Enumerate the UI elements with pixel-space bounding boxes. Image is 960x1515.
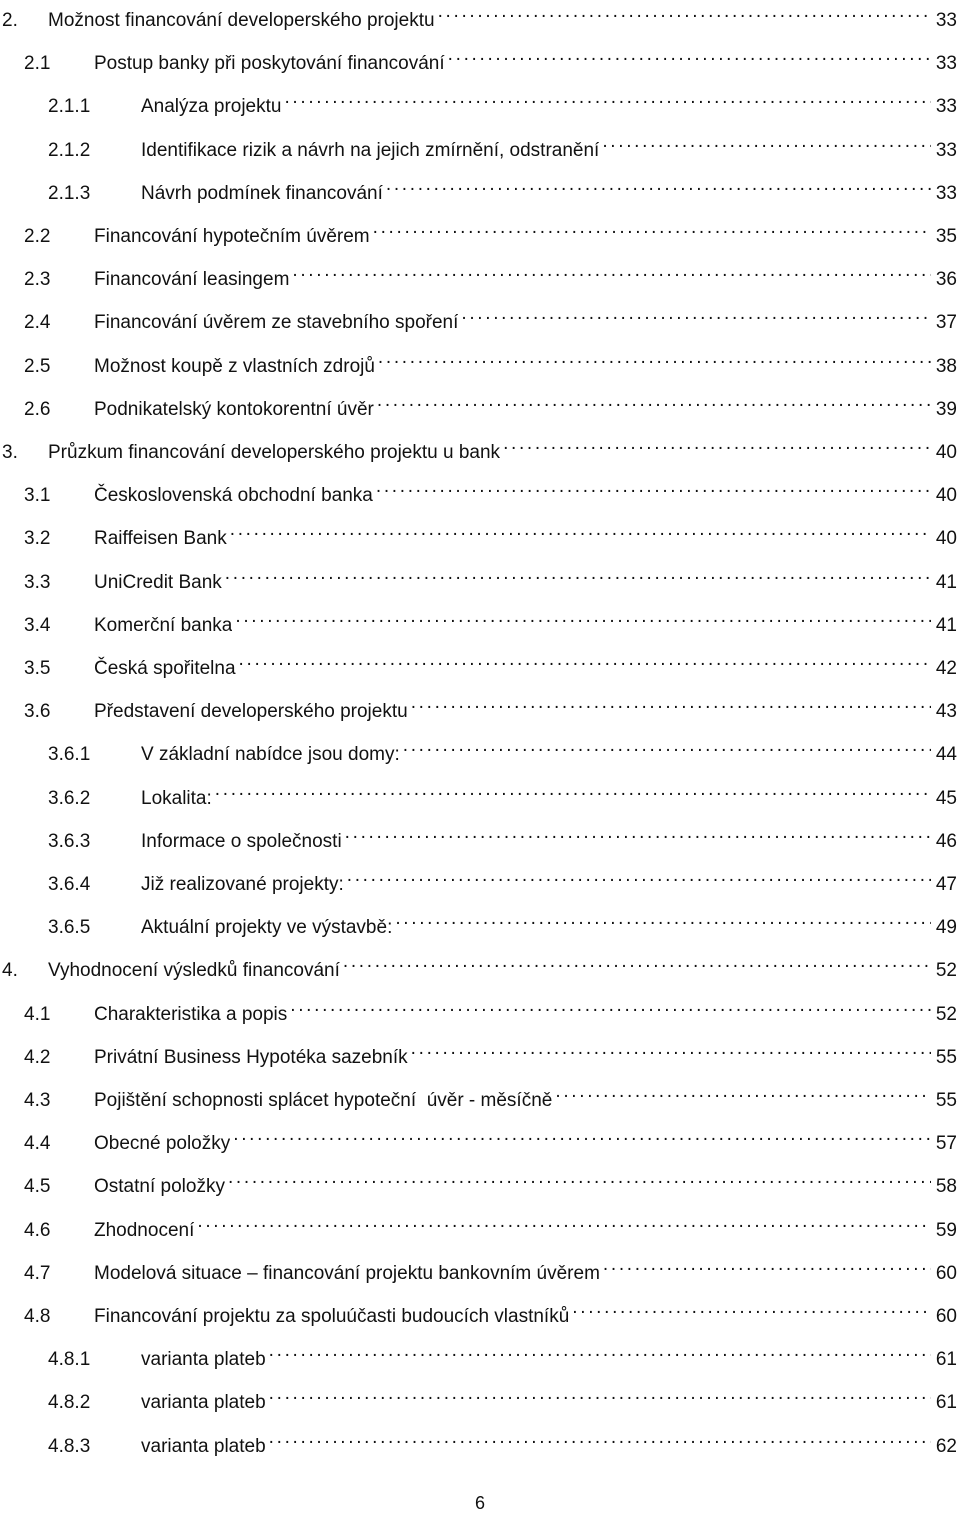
toc-entry-title: UniCredit Bank (94, 571, 222, 593)
toc-dot-leader (386, 171, 931, 199)
toc-dot-leader (377, 387, 931, 415)
toc-entry[interactable] (0, 516, 957, 550)
toc-entry-title: Možnost koupě z vlastních zdrojů (94, 355, 375, 377)
toc-entry-page: 58 (935, 1176, 957, 1198)
toc-entry-title: Česká spořitelna (94, 658, 236, 679)
toc-entry-page: 33 (935, 96, 957, 118)
toc-entry-page: 39 (935, 398, 957, 420)
toc-entry-title: Postup banky při poskytování financování (94, 53, 445, 75)
toc-dot-leader (228, 1164, 931, 1192)
toc-entry-title: Privátní Business Hypotéka sazebník (94, 1046, 408, 1068)
toc-dot-leader (461, 300, 931, 328)
toc-entry-number: 2.3 (24, 269, 51, 291)
toc-entry-number: 4.6 (24, 1219, 51, 1241)
toc-dot-leader (555, 1078, 931, 1106)
toc-entry[interactable] (0, 84, 957, 118)
toc-entry-number: 3.2 (24, 528, 51, 550)
toc-dot-leader (438, 0, 931, 26)
toc-entry[interactable] (0, 603, 957, 636)
toc-entry-title: Československá obchodní banka (94, 485, 373, 507)
toc-entry-title: Raiffeisen Bank (94, 528, 227, 550)
toc-entry-number: 3.5 (24, 658, 51, 679)
toc-dot-leader (378, 344, 931, 372)
toc-entry-number: 3. (2, 442, 18, 463)
toc-entry-page: 62 (935, 1435, 957, 1457)
toc-entry[interactable] (0, 819, 957, 852)
toc-entry[interactable] (0, 0, 957, 31)
toc-entry-number: 3.6.2 (48, 787, 91, 809)
toc-dot-leader (239, 646, 931, 674)
toc-entry-title: V základní nabídce jsou domy: (141, 744, 400, 766)
toc-dot-leader (343, 948, 931, 976)
toc-entry-page: 49 (935, 917, 957, 939)
toc-dot-leader (215, 776, 931, 804)
page-number: 6 (474, 1493, 485, 1513)
toc-entry-title: varianta plateb (141, 1392, 266, 1414)
toc-entry-page: 57 (935, 1133, 957, 1155)
toc-entry-page: 55 (935, 1090, 957, 1111)
toc-entry[interactable] (0, 300, 957, 334)
toc-entry-number: 3.6 (24, 701, 51, 723)
toc-entry[interactable] (0, 387, 957, 420)
toc-entry-page: 33 (935, 10, 957, 31)
toc-entry[interactable] (0, 1424, 957, 1457)
toc-entry-number: 4.7 (24, 1262, 51, 1284)
toc-entry-number: 4.2 (24, 1046, 51, 1068)
toc-entry-title: Obecné položky (94, 1133, 231, 1155)
toc-entry-title: Ostatní položky (94, 1176, 225, 1198)
toc-entry-page: 37 (935, 312, 957, 334)
toc-entry-page: 55 (935, 1046, 957, 1068)
toc-entry-number: 2.4 (24, 312, 51, 334)
toc-entry-title: Představení developerského projektu (94, 701, 408, 723)
toc-dot-leader (292, 257, 931, 285)
toc-entry-title: Financování úvěrem ze stavebního spoření (94, 312, 459, 334)
toc-dot-leader (373, 214, 931, 242)
toc-entry-number: 4.4 (24, 1133, 51, 1155)
toc-entry[interactable] (0, 992, 957, 1025)
toc-entry-title: Identifikace rizik a návrh na jejich zmírnění, odstranění (141, 139, 600, 161)
toc-entry[interactable] (0, 560, 957, 593)
toc-entry-page: 40 (935, 528, 957, 550)
toc-dot-leader (603, 1251, 931, 1279)
toc-entry-number: 4.1 (24, 1003, 51, 1025)
toc-entry-page: 41 (935, 571, 957, 593)
toc-entry-title: Podnikatelský kontokorentní úvěr (94, 398, 374, 420)
toc-entry-number: 2.5 (24, 355, 51, 377)
toc-entry-page: 36 (935, 269, 957, 291)
toc-entry-number: 3.6.5 (48, 917, 91, 939)
toc-dot-leader (448, 41, 931, 69)
toc-entry-title: Modelová situace – financování projektu bankovním úvěrem (94, 1262, 600, 1284)
toc-dot-leader (411, 1035, 931, 1063)
toc-entry[interactable] (0, 905, 957, 939)
toc-entry[interactable] (0, 689, 957, 723)
toc-entry[interactable] (0, 430, 957, 463)
toc-entry-page: 33 (935, 53, 957, 75)
toc-dot-leader (284, 84, 931, 112)
toc-entry-title: Možnost financování developerského projektu (48, 10, 435, 31)
toc-entry-page: 41 (935, 614, 957, 636)
toc-entry-number: 4.8.3 (48, 1435, 91, 1457)
toc-entry[interactable] (0, 776, 957, 809)
toc-entry-page: 52 (935, 1003, 957, 1025)
toc-entry-title: Financování leasingem (94, 269, 290, 291)
toc-entry-page: 60 (935, 1306, 957, 1327)
toc-entry[interactable] (0, 948, 957, 982)
toc-entry-page: 42 (935, 658, 957, 679)
toc-dot-leader (235, 603, 931, 631)
toc-entry-title: varianta plateb (141, 1435, 266, 1457)
toc-entry-number: 4.8.1 (48, 1349, 91, 1371)
toc-entry-page: 43 (935, 701, 957, 723)
toc-entry-number: 4.8 (24, 1306, 51, 1327)
toc-dot-leader (230, 516, 931, 544)
toc-entry-title: varianta plateb (141, 1349, 266, 1371)
toc-entry[interactable] (0, 171, 957, 204)
toc-dot-leader (345, 819, 931, 847)
toc-entry-page: 45 (935, 787, 957, 809)
toc-dot-leader (269, 1424, 931, 1452)
toc-entry[interactable] (0, 214, 957, 247)
toc-entry-number: 3.6.1 (48, 744, 91, 766)
toc-dot-leader (572, 1294, 931, 1322)
toc-entry-number: 2.2 (24, 226, 51, 247)
toc-entry[interactable] (0, 1294, 957, 1327)
toc-entry-title: Průzkum financování developerského projektu u bank (48, 442, 501, 463)
toc-dot-leader (395, 905, 931, 933)
toc-entry[interactable] (0, 41, 957, 75)
toc-entry-number: 2.6 (24, 398, 51, 420)
toc-entry[interactable] (0, 862, 957, 895)
toc-dot-leader (503, 430, 931, 458)
toc-entry-title: Pojištění schopnosti splácet hypoteční úvěr - měsíčně (94, 1090, 553, 1111)
toc-entry-page: 40 (935, 442, 957, 463)
toc-entry-title: Vyhodnocení výsledků financování (48, 960, 340, 982)
toc-dot-leader (403, 732, 931, 760)
toc-entry-page: 52 (935, 960, 957, 982)
toc-entry-number: 3.6.3 (48, 830, 91, 852)
toc-entry-title: Financování projektu za spoluúčasti budoucích vlastníků (94, 1306, 570, 1327)
toc-entry-title: Charakteristika a popis (94, 1003, 288, 1025)
toc-dot-leader (269, 1380, 931, 1408)
toc-entry-number: 4.8.2 (48, 1392, 91, 1414)
toc-entry-page: 33 (935, 182, 957, 204)
toc-entry-page: 35 (935, 226, 957, 247)
toc-entry[interactable] (0, 1337, 957, 1371)
toc-dot-leader (347, 862, 931, 890)
toc-entry-page: 44 (935, 744, 957, 766)
toc-entry-number: 2.1.1 (48, 96, 91, 118)
toc-entry-page: 61 (935, 1349, 957, 1371)
toc-entry[interactable] (0, 1251, 957, 1284)
toc-dot-leader (376, 473, 931, 501)
toc-entry-title: Lokalita: (141, 787, 212, 809)
toc-dot-leader (269, 1337, 931, 1365)
toc-entry-number: 3.3 (24, 571, 51, 593)
toc-entry[interactable] (0, 128, 957, 161)
toc-entry[interactable] (0, 646, 957, 679)
toc-entry-number: 2.1 (24, 53, 51, 75)
toc-entry[interactable] (0, 1035, 957, 1068)
toc-entry-page: 60 (935, 1262, 957, 1284)
toc-entry-number: 2. (2, 10, 18, 31)
toc-entry-page: 47 (935, 874, 957, 895)
toc-entry-number: 2.1.3 (48, 182, 91, 204)
toc-entry-page: 33 (935, 139, 957, 161)
toc-dot-leader (197, 1208, 931, 1236)
toc-entry[interactable] (0, 257, 957, 291)
toc-entry-title: Financování hypotečním úvěrem (94, 226, 370, 247)
toc-entry-number: 3.1 (24, 485, 51, 507)
toc-entry-page: 59 (935, 1219, 957, 1241)
toc-entry[interactable] (0, 1121, 957, 1155)
toc-entry-title: Komerční banka (94, 614, 233, 636)
toc-entry-number: 3.6.4 (48, 874, 91, 895)
toc-entry[interactable] (0, 473, 957, 507)
toc-entry-page: 40 (935, 485, 957, 507)
toc-entry-number: 4.5 (24, 1176, 51, 1198)
toc-dot-leader (233, 1121, 931, 1149)
toc-entry[interactable] (0, 732, 957, 766)
toc-entry[interactable] (0, 1380, 957, 1414)
toc-entry[interactable] (0, 1078, 957, 1111)
toc-entry-number: 3.4 (24, 614, 51, 636)
toc-entry-number: 4. (2, 960, 18, 982)
toc-entry-title: Zhodnocení (94, 1219, 195, 1241)
toc-entry-number: 2.1.2 (48, 139, 91, 161)
toc-entry-number: 4.3 (24, 1090, 51, 1111)
toc-entry-title: Již realizované projekty: (141, 874, 344, 895)
toc-dot-leader (602, 128, 931, 156)
toc-entry[interactable] (0, 1208, 957, 1241)
toc-entry-page: 61 (935, 1392, 957, 1414)
toc-entry[interactable] (0, 344, 957, 377)
toc-entry-title: Aktuální projekty ve výstavbě: (141, 917, 393, 939)
toc-dot-leader (290, 992, 931, 1020)
toc-entry-page: 38 (935, 355, 957, 377)
toc-entry-title: Návrh podmínek financování (141, 182, 383, 204)
toc-entry-title: Analýza projektu (141, 96, 282, 118)
toc-dot-leader (225, 560, 931, 588)
toc-entry-page: 46 (935, 830, 957, 852)
toc-entry[interactable] (0, 1164, 957, 1198)
toc-entry-title: Informace o společnosti (141, 830, 342, 852)
toc-dot-leader (411, 689, 931, 717)
